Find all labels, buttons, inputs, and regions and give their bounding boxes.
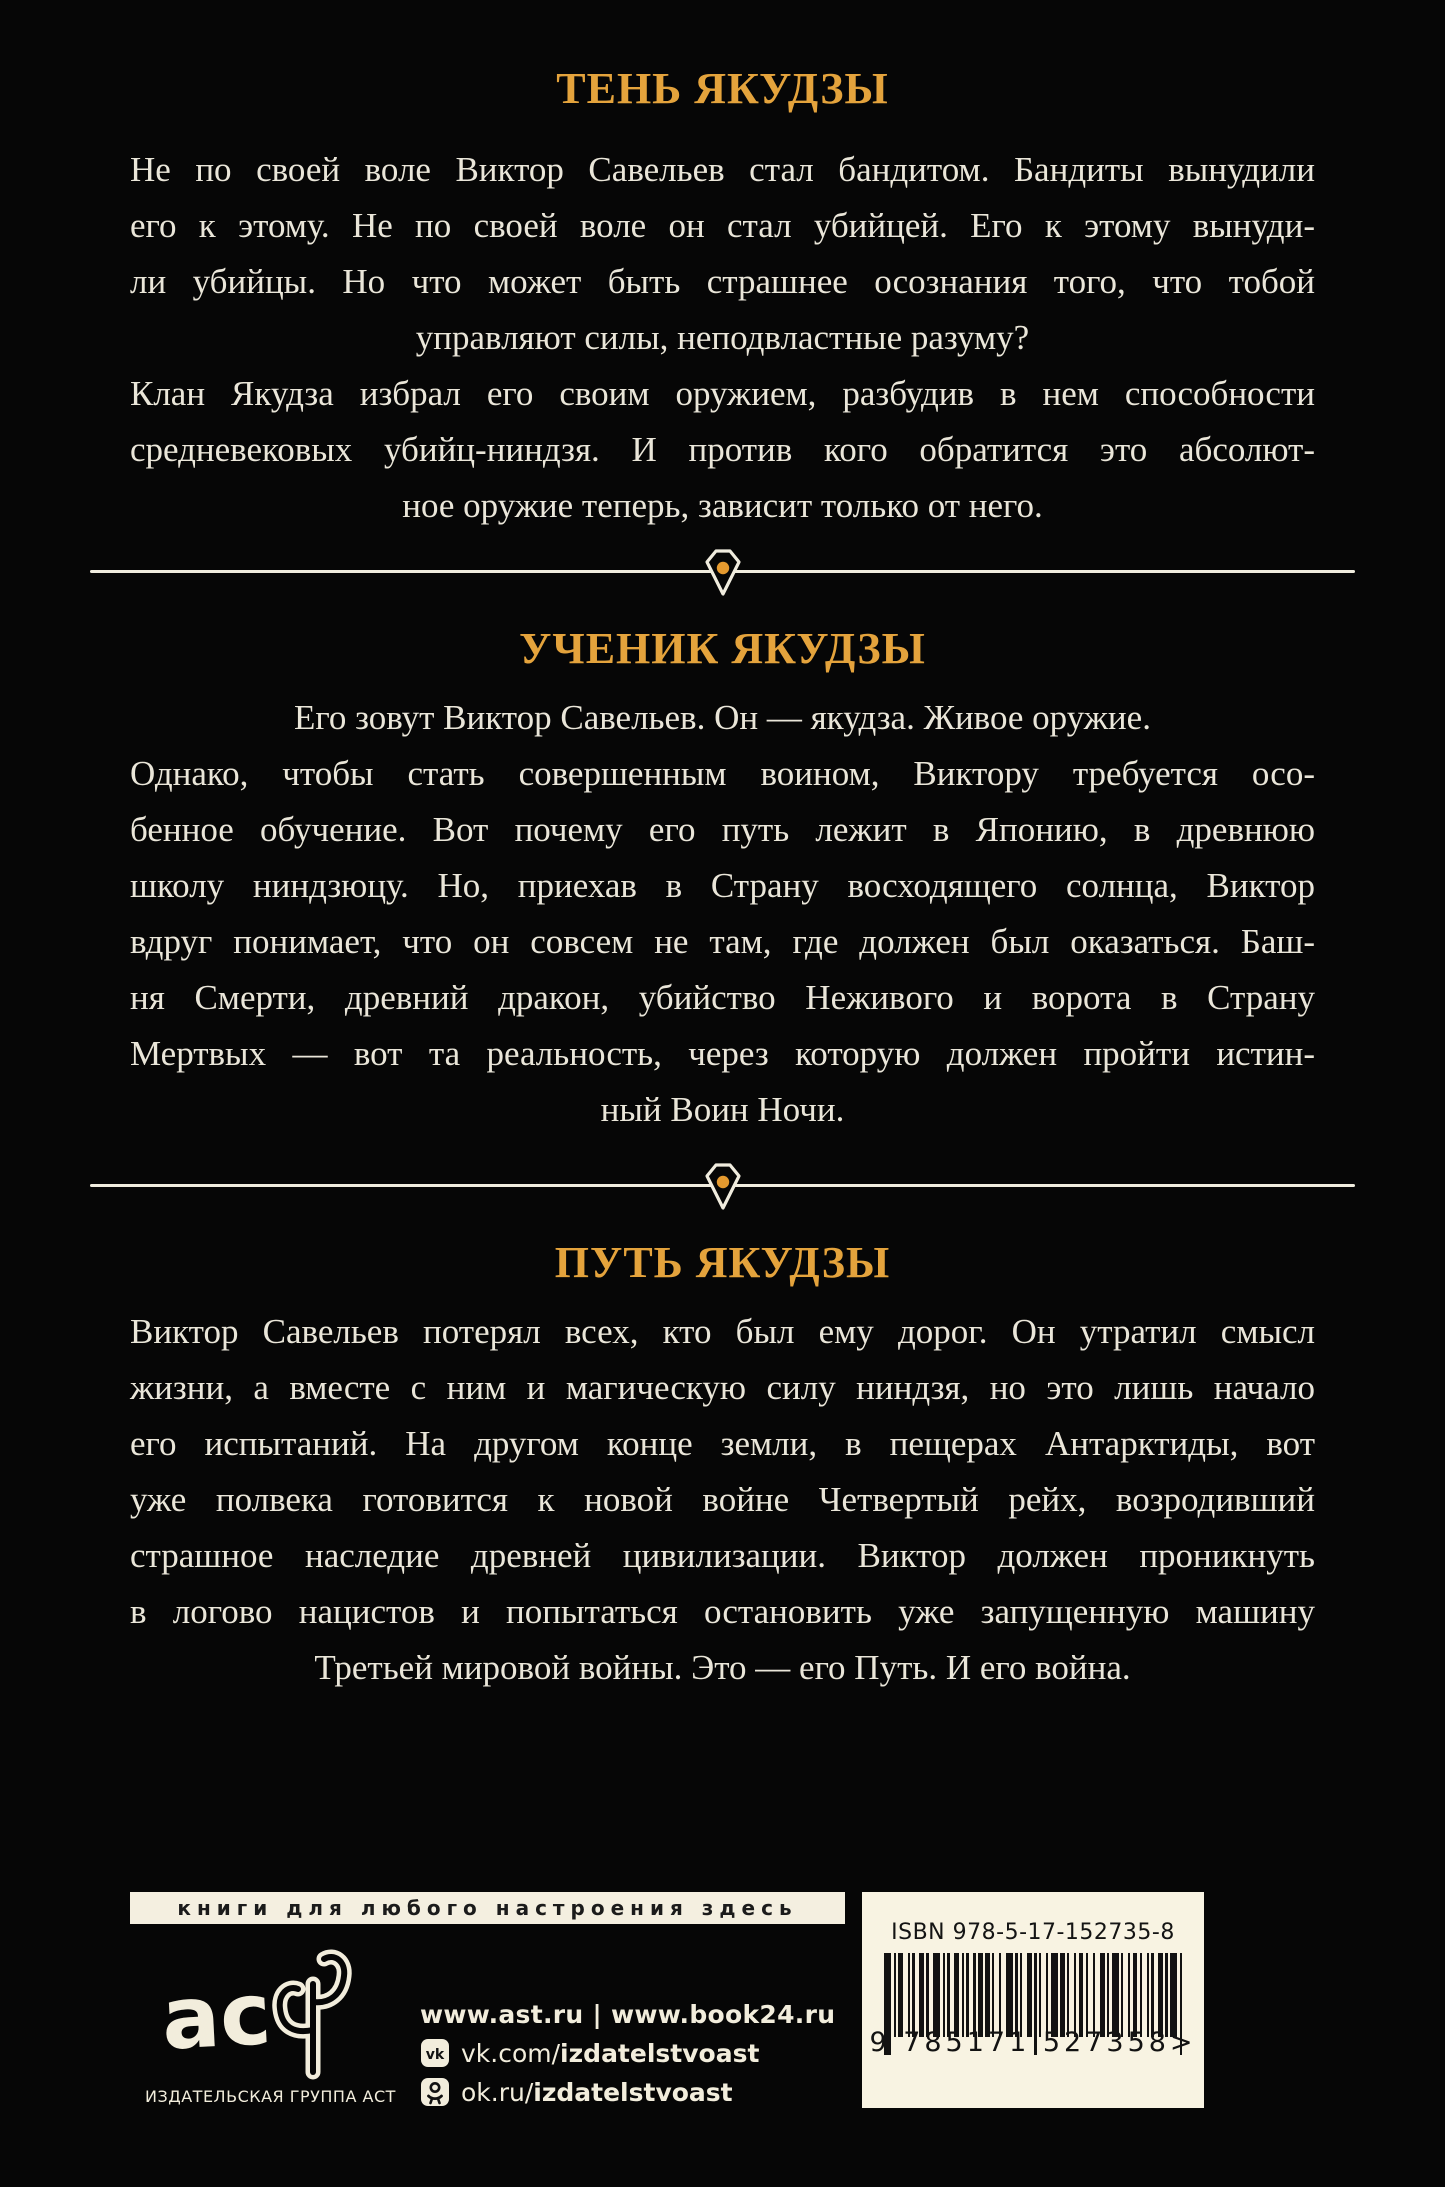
publisher-links	[420, 2000, 835, 2107]
text-line: средневековых убийц-ниндзя. И против кого обратится это абсолют-	[130, 430, 1315, 469]
text-line: в логово нацистов и попытаться остановить уже запущенную машину	[130, 1592, 1315, 1631]
section-path-of-yakuza	[130, 1238, 1315, 1696]
section-text	[130, 1304, 1315, 1696]
barcode-digits: 9 785171 527358>	[869, 2027, 1197, 2058]
vk-icon	[420, 2038, 450, 2068]
text-line: Не по своей воле Виктор Савельев стал бандитом. Бандиты вынудили	[130, 150, 1315, 189]
ast-logo-letters: ас	[159, 1964, 274, 2070]
section-title: ТЕНЬ ЯКУДЗЫ	[556, 64, 889, 113]
vk-url-handle: izdatelstvoast	[560, 2038, 760, 2068]
text-line: его к этому. Не по своей воле он стал убийцей. Его к этому вынуди-	[130, 206, 1315, 245]
shield-ornament-icon	[704, 1163, 742, 1211]
text-line: ня Смерти, древний дракон, убийство Неживого и ворота в Страну	[130, 978, 1315, 1017]
text-line: вдруг понимает, что он совсем не там, где должен был оказаться. Баш-	[130, 922, 1315, 961]
section-divider	[130, 1162, 1315, 1208]
section-text	[130, 142, 1315, 534]
text-line: Однако, чтобы стать совершенным воином, Виктору требуется осо-	[130, 754, 1315, 793]
text-line: Третьей мировой войны. Это — его Путь. И его война.	[314, 1648, 1131, 1687]
ok-link-row	[420, 2077, 835, 2107]
section-student-of-yakuza	[130, 624, 1315, 1138]
text-line: уже полвека готовится к новой войне Четвертый рейх, возродивший	[130, 1480, 1315, 1519]
text-line: ли убийцы. Но что может быть страшнее осознания того, что тобой	[130, 262, 1315, 301]
section-title: ПУТЬ ЯКУДЗЫ	[554, 1238, 891, 1287]
text-line: ное оружие теперь, зависит только от него.	[402, 486, 1043, 525]
text-line: Мертвых — вот та реальность, через которую должен пройти истин-	[130, 1034, 1315, 1073]
svg-text:vk: vk	[425, 2047, 445, 2063]
publisher-caption: ИЗДАТЕЛЬСКАЯ ГРУППА АСТ	[145, 2087, 396, 2106]
shield-ornament-icon	[704, 549, 742, 597]
ok-url-handle: izdatelstvoast	[533, 2077, 733, 2107]
text-line: управляют силы, неподвластные разуму?	[415, 318, 1030, 357]
text-line: Клан Якудза избрал его своим оружием, разбудив в нем способности	[130, 374, 1315, 413]
isbn-number: ISBN 978-5-17-152735-8	[891, 1920, 1175, 1945]
section-shadow-of-yakuza	[130, 64, 1315, 534]
text-line: Его зовут Виктор Савельев. Он — якудза. Живое оружие.	[294, 698, 1151, 737]
text-line: школу ниндзюцу. Но, приехав в Страну восходящего солнца, Виктор	[130, 866, 1315, 905]
section-title: УЧЕНИК ЯКУДЗЫ	[519, 624, 926, 673]
ast-logo-icon	[155, 1938, 375, 2080]
text-line: страшное наследие древней цивилизации. Виктор должен проникнуть	[130, 1536, 1315, 1575]
barcode-arrow: >	[1169, 2027, 1197, 2058]
isbn-barcode-box	[862, 1892, 1204, 2108]
text-line: Виктор Савельев потерял всех, кто был ему дорог. Он утратил смысл	[130, 1312, 1315, 1351]
text-line: ный Воин Ночи.	[600, 1090, 845, 1129]
slogan-banner: книги для любого настроения здесь	[130, 1892, 845, 1924]
ok-url-prefix: ok.ru/	[461, 2077, 534, 2107]
text-line: жизни, а вместе с ним и магическую силу ниндзя, но это лишь начало	[130, 1368, 1315, 1407]
text-line: его испытаний. На другом конце земли, в пещерах Антарктиды, вот	[130, 1424, 1315, 1463]
vk-url-prefix: vk.com/	[461, 2038, 561, 2068]
text-line: бенное обучение. Вот почему его путь лежит в Японию, в древнюю	[130, 810, 1315, 849]
ok-icon	[420, 2077, 450, 2107]
ast-publisher-logo	[145, 1938, 396, 2106]
section-divider	[130, 548, 1315, 594]
vk-link-row	[420, 2038, 835, 2068]
publisher-websites: www.ast.ru | www.book24.ru	[420, 2000, 836, 2029]
section-text	[130, 690, 1315, 1138]
